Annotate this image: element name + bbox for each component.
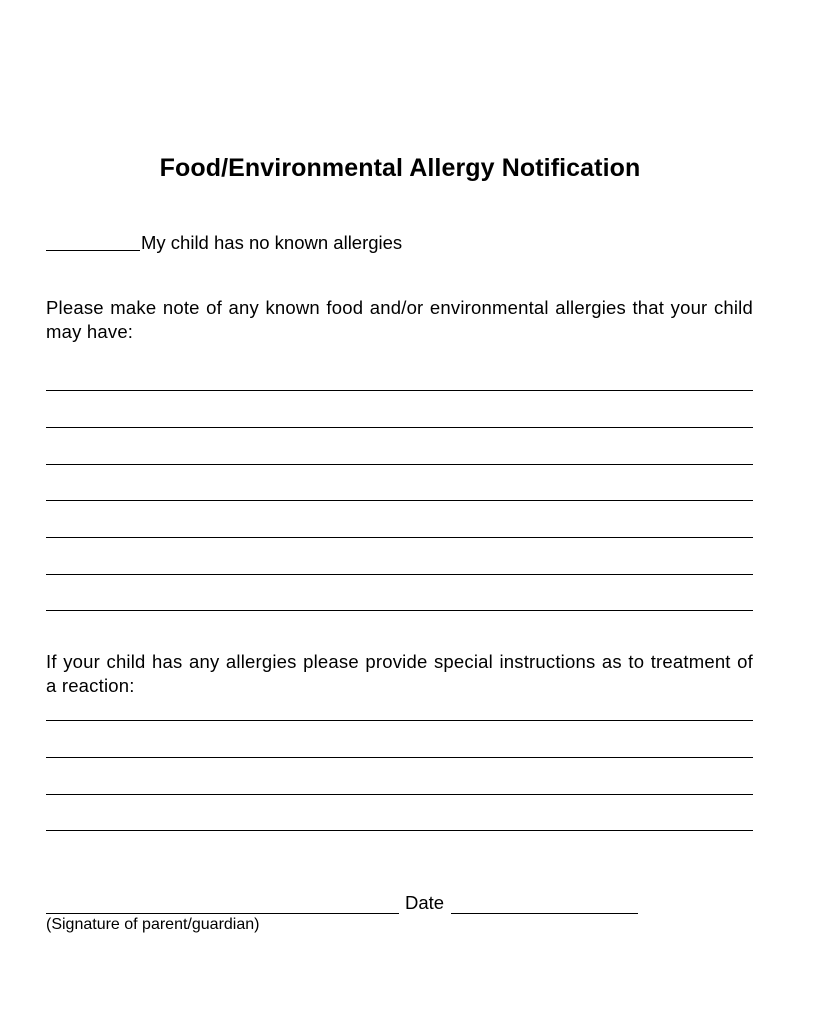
allergy-entry-line[interactable]: [46, 500, 753, 501]
allergy-entry-line[interactable]: [46, 574, 753, 575]
date-line[interactable]: [451, 913, 638, 914]
date-label: Date: [405, 892, 445, 913]
no-allergies-label: My child has no known allergies: [141, 232, 403, 253]
allergy-entry-line[interactable]: [46, 610, 753, 611]
form-title: Food/Environmental Allergy Notification: [159, 154, 641, 182]
signature-line[interactable]: [46, 913, 399, 914]
allergy-entry-line[interactable]: [46, 390, 753, 391]
no-allergies-row: [46, 230, 402, 254]
instructions-prompt: If your child has any allergies please provide special instructions as to treatment of a reaction:: [46, 651, 753, 696]
instructions-entry-line[interactable]: [46, 720, 753, 721]
allergy-entry-line[interactable]: [46, 537, 753, 538]
no-allergies-check-blank[interactable]: [46, 249, 140, 251]
allergy-entry-line[interactable]: [46, 464, 753, 465]
allergy-entry-line[interactable]: [46, 427, 753, 428]
allergies-prompt: Please make note of any known food and/or environmental allergies that your child may have:: [46, 297, 753, 342]
instructions-entry-line[interactable]: [46, 830, 753, 831]
instructions-entry-line[interactable]: [46, 794, 753, 795]
signature-caption: (Signature of parent/guardian): [46, 916, 260, 933]
instructions-entry-line[interactable]: [46, 757, 753, 758]
